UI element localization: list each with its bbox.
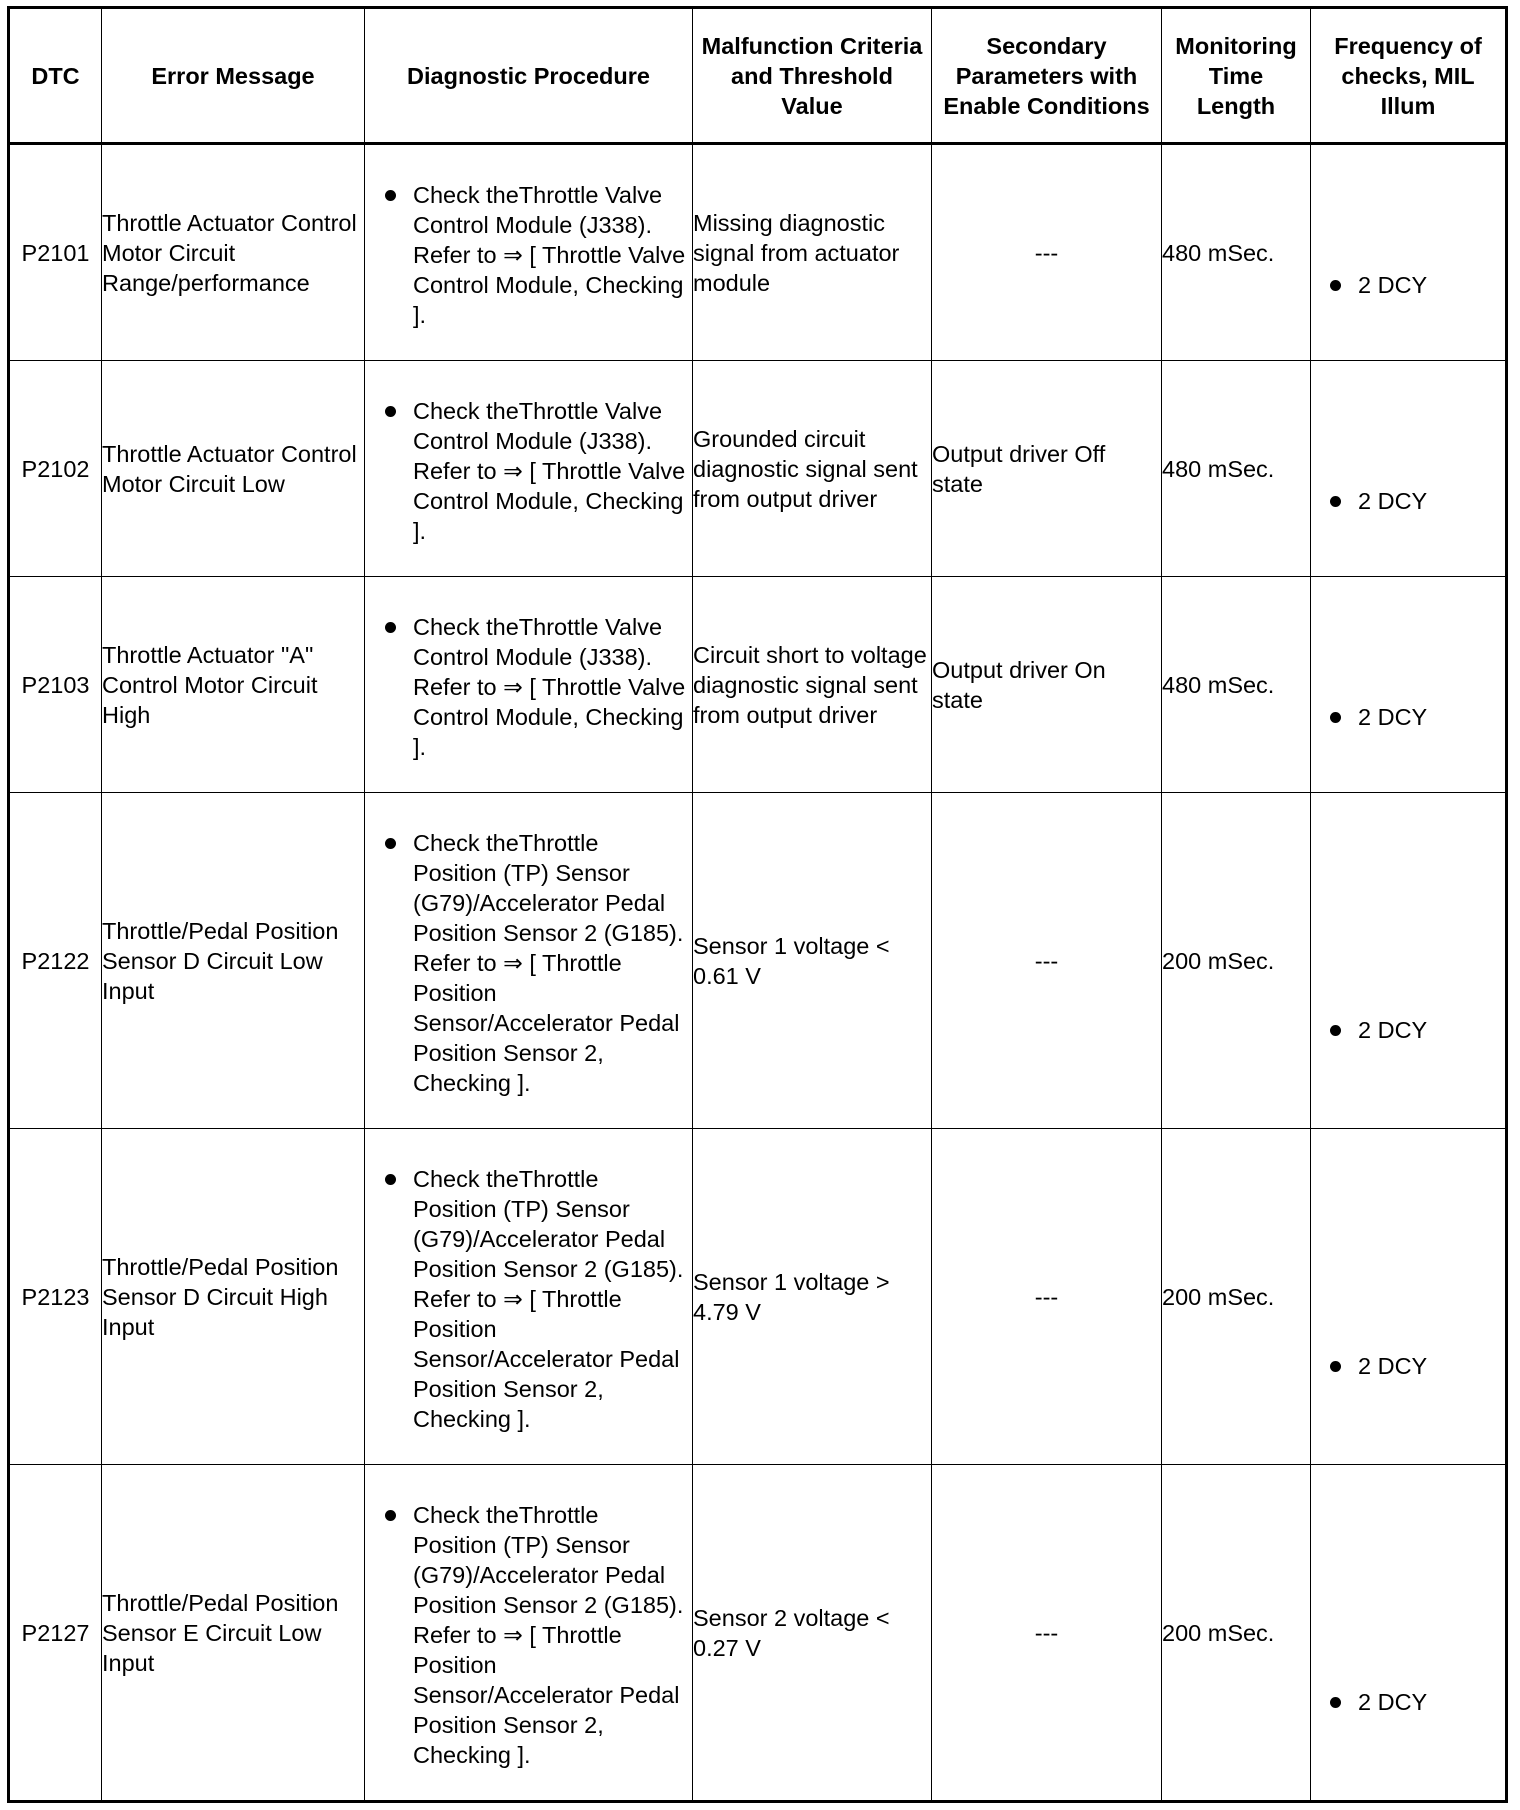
error-message: Throttle Actuator Control Motor Circuit Low — [102, 361, 365, 577]
bullet-icon — [385, 1510, 396, 1521]
monitoring-time: 200 mSec. — [1162, 1129, 1311, 1465]
procedure-link[interactable]: Check theThrottle Position (TP) Sensor (G79)/Accelerator Pedal Position Sensor 2 (G185). Refer to ⇒ [ Throttle Position Sensor/Accelerator Pedal Position Sensor 2, Checking ]. — [413, 829, 684, 1096]
bullet-icon — [1330, 280, 1341, 291]
malfunction-criteria: Sensor 2 voltage < 0.27 V — [693, 1465, 932, 1802]
diagnostic-procedure — [365, 1129, 693, 1465]
malfunction-criteria: Missing diagnostic signal from actuator module — [693, 144, 932, 361]
table-row — [9, 793, 1507, 1129]
table-header — [9, 8, 1507, 144]
header-malfunction-criteria: Malfunction Criteria and Threshold Value — [693, 8, 932, 144]
bullet-icon — [1330, 1697, 1341, 1708]
procedure-item — [365, 824, 692, 1098]
frequency — [1311, 1465, 1507, 1802]
frequency-value: 2 DCY — [1358, 487, 1428, 514]
bullet-icon — [385, 838, 396, 849]
header-frequency: Frequency of checks, MIL Illum — [1311, 8, 1507, 144]
bullet-icon — [385, 622, 396, 633]
procedure-link[interactable]: Check theThrottle Valve Control Module (J338). Refer to ⇒ [ Throttle Valve Control Module, Checking ]. — [413, 613, 686, 760]
secondary-parameters: --- — [932, 1129, 1162, 1465]
error-message: Throttle Actuator Control Motor Circuit Range/performance — [102, 144, 365, 361]
frequency-item — [1311, 1213, 1505, 1381]
procedure-item — [365, 1160, 692, 1434]
bullet-icon — [385, 1174, 396, 1185]
bullet-icon — [385, 190, 396, 201]
table-row — [9, 1129, 1507, 1465]
frequency-item — [1311, 422, 1505, 516]
diagnostic-procedure — [365, 361, 693, 577]
frequency-item — [1311, 1549, 1505, 1717]
diagnostic-procedure — [365, 144, 693, 361]
frequency — [1311, 144, 1507, 361]
monitoring-time: 200 mSec. — [1162, 1465, 1311, 1802]
header-monitoring-time: Monitoring Time Length — [1162, 8, 1311, 144]
procedure-item — [365, 392, 692, 546]
dtc-code: P2123 — [9, 1129, 102, 1465]
error-message: Throttle/Pedal Position Sensor D Circuit High Input — [102, 1129, 365, 1465]
error-message: Throttle/Pedal Position Sensor E Circuit Low Input — [102, 1465, 365, 1802]
table-row — [9, 361, 1507, 577]
diagnostic-procedure — [365, 577, 693, 793]
dtc-code: P2103 — [9, 577, 102, 793]
procedure-link[interactable]: Check theThrottle Valve Control Module (J338). Refer to ⇒ [ Throttle Valve Control Module, Checking ]. — [413, 181, 686, 328]
diagnostic-procedure — [365, 1465, 693, 1802]
frequency — [1311, 361, 1507, 577]
dtc-table — [7, 6, 1508, 1803]
malfunction-criteria: Circuit short to voltage diagnostic signal sent from output driver — [693, 577, 932, 793]
table-row — [9, 577, 1507, 793]
dtc-code: P2127 — [9, 1465, 102, 1802]
frequency-item — [1311, 206, 1505, 300]
secondary-parameters: --- — [932, 793, 1162, 1129]
procedure-item — [365, 1496, 692, 1770]
secondary-parameters: --- — [932, 144, 1162, 361]
frequency — [1311, 1129, 1507, 1465]
secondary-parameters: Output driver On state — [932, 577, 1162, 793]
bullet-icon — [1330, 1361, 1341, 1372]
dtc-code: P2122 — [9, 793, 102, 1129]
procedure-link[interactable]: Check theThrottle Position (TP) Sensor (G79)/Accelerator Pedal Position Sensor 2 (G185). Refer to ⇒ [ Throttle Position Sensor/Accelerator Pedal Position Sensor 2, Checking ]. — [413, 1501, 684, 1768]
frequency-item — [1311, 638, 1505, 732]
procedure-link[interactable]: Check theThrottle Valve Control Module (J338). Refer to ⇒ [ Throttle Valve Control Module, Checking ]. — [413, 397, 686, 544]
frequency-value: 2 DCY — [1358, 1016, 1428, 1043]
dtc-code: P2102 — [9, 361, 102, 577]
monitoring-time: 480 mSec. — [1162, 361, 1311, 577]
header-dtc: DTC — [9, 8, 102, 144]
malfunction-criteria: Sensor 1 voltage < 0.61 V — [693, 793, 932, 1129]
diagnostic-procedure — [365, 793, 693, 1129]
table-row — [9, 144, 1507, 361]
bullet-icon — [385, 406, 396, 417]
procedure-item — [365, 608, 692, 762]
header-error-message: Error Message — [102, 8, 365, 144]
table-row — [9, 1465, 1507, 1802]
frequency-value: 2 DCY — [1358, 1688, 1428, 1715]
frequency — [1311, 577, 1507, 793]
malfunction-criteria: Sensor 1 voltage > 4.79 V — [693, 1129, 932, 1465]
monitoring-time: 480 mSec. — [1162, 144, 1311, 361]
frequency-value: 2 DCY — [1358, 271, 1428, 298]
dtc-code: P2101 — [9, 144, 102, 361]
monitoring-time: 200 mSec. — [1162, 793, 1311, 1129]
header-secondary-parameters: Secondary Parameters with Enable Conditions — [932, 8, 1162, 144]
frequency-value: 2 DCY — [1358, 703, 1428, 730]
frequency — [1311, 793, 1507, 1129]
header-diagnostic-procedure: Diagnostic Procedure — [365, 8, 693, 144]
frequency-value: 2 DCY — [1358, 1352, 1428, 1379]
monitoring-time: 480 mSec. — [1162, 577, 1311, 793]
malfunction-criteria: Grounded circuit diagnostic signal sent from output driver — [693, 361, 932, 577]
procedure-item — [365, 176, 692, 330]
secondary-parameters: Output driver Off state — [932, 361, 1162, 577]
bullet-icon — [1330, 496, 1341, 507]
error-message: Throttle/Pedal Position Sensor D Circuit Low Input — [102, 793, 365, 1129]
procedure-link[interactable]: Check theThrottle Position (TP) Sensor (G79)/Accelerator Pedal Position Sensor 2 (G185). Refer to ⇒ [ Throttle Position Sensor/Accelerator Pedal Position Sensor 2, Checking ]. — [413, 1165, 684, 1432]
bullet-icon — [1330, 712, 1341, 723]
bullet-icon — [1330, 1025, 1341, 1036]
frequency-item — [1311, 877, 1505, 1045]
secondary-parameters: --- — [932, 1465, 1162, 1802]
error-message: Throttle Actuator "A" Control Motor Circuit High — [102, 577, 365, 793]
